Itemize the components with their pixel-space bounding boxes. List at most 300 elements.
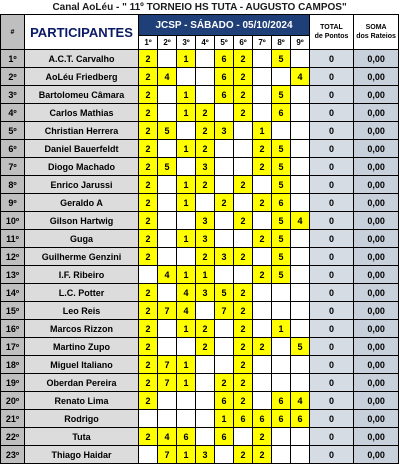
pick-cell-round-1: 2 [139, 356, 158, 374]
participant-name: Rodrigo [25, 410, 139, 428]
pick-cell-round-4: 3 [196, 446, 215, 464]
rateio-sum-cell: 0,00 [354, 338, 399, 356]
pick-cell-round-1: 2 [139, 230, 158, 248]
pick-cell-round-8: 1 [272, 320, 291, 338]
pick-cell-round-2 [158, 86, 177, 104]
pick-cell-round-8: 5 [272, 140, 291, 158]
pick-cell-round-2 [158, 140, 177, 158]
pick-cell-round-6: 2 [234, 392, 253, 410]
participants-header: PARTICIPANTES [25, 15, 139, 50]
pick-cell-round-1: 2 [139, 194, 158, 212]
pick-cell-round-2: 5 [158, 158, 177, 176]
pick-cell-round-5: 3 [215, 122, 234, 140]
rateio-sum-cell: 0,00 [354, 392, 399, 410]
pick-cell-round-2: 7 [158, 374, 177, 392]
total-points-cell: 0 [310, 158, 354, 176]
participant-name: Christian Herrera [25, 122, 139, 140]
total-points-cell: 0 [310, 194, 354, 212]
pick-cell-round-8 [272, 428, 291, 446]
pick-cell-round-2 [158, 392, 177, 410]
pick-cell-round-4 [196, 68, 215, 86]
position-cell: 12º [1, 248, 25, 266]
pick-cell-round-9 [291, 248, 310, 266]
pick-cell-round-2: 4 [158, 68, 177, 86]
participant-name: Marcos Rizzon [25, 320, 139, 338]
rateio-sum-cell: 0,00 [354, 140, 399, 158]
pick-cell-round-8 [272, 446, 291, 464]
total-points-cell: 0 [310, 446, 354, 464]
position-cell: 18º [1, 356, 25, 374]
pick-cell-round-1 [139, 266, 158, 284]
pick-cell-round-7 [253, 50, 272, 68]
pick-cell-round-7 [253, 392, 272, 410]
pick-cell-round-6: 2 [234, 284, 253, 302]
position-cell: 20º [1, 392, 25, 410]
pick-cell-round-8 [272, 122, 291, 140]
pick-cell-round-1: 2 [139, 140, 158, 158]
pick-cell-round-6 [234, 140, 253, 158]
pick-cell-round-6: 6 [234, 410, 253, 428]
pick-cell-round-5: 2 [215, 374, 234, 392]
rateio-sum-cell: 0,00 [354, 194, 399, 212]
pick-cell-round-6: 2 [234, 212, 253, 230]
total-points-cell: 0 [310, 374, 354, 392]
pick-cell-round-1: 2 [139, 392, 158, 410]
pick-cell-round-8: 6 [272, 410, 291, 428]
pick-cell-round-3 [177, 338, 196, 356]
participant-name: Carlos Mathias [25, 104, 139, 122]
pick-cell-round-5: 7 [215, 302, 234, 320]
pick-cell-round-3: 4 [177, 302, 196, 320]
pick-cell-round-7: 2 [253, 140, 272, 158]
pick-cell-round-3: 1 [177, 230, 196, 248]
pick-cell-round-4: 2 [196, 248, 215, 266]
rateio-sum-cell: 0,00 [354, 86, 399, 104]
pick-cell-round-1: 2 [139, 374, 158, 392]
table-row [1, 248, 399, 266]
pick-cell-round-1 [139, 446, 158, 464]
pick-cell-round-5 [215, 104, 234, 122]
pick-cell-round-6: 2 [234, 356, 253, 374]
pick-cell-round-4 [196, 374, 215, 392]
pick-cell-round-5 [215, 320, 234, 338]
pick-cell-round-4 [196, 356, 215, 374]
round-header-2: 2º [158, 36, 177, 50]
pick-cell-round-6: 2 [234, 338, 253, 356]
participant-name: Enrico Jarussi [25, 176, 139, 194]
position-cell: 13º [1, 266, 25, 284]
total-points-cell: 0 [310, 392, 354, 410]
pick-cell-round-7: 2 [253, 266, 272, 284]
participant-name: I.F. Ribeiro [25, 266, 139, 284]
pick-cell-round-1: 2 [139, 176, 158, 194]
pick-cell-round-2 [158, 338, 177, 356]
pick-cell-round-3 [177, 158, 196, 176]
rateio-sum-cell: 0,00 [354, 410, 399, 428]
rateio-sum-cell: 0,00 [354, 428, 399, 446]
participant-name: Guga [25, 230, 139, 248]
pick-cell-round-7: 1 [253, 122, 272, 140]
pick-cell-round-3: 1 [177, 320, 196, 338]
total-points-cell: 0 [310, 104, 354, 122]
pick-cell-round-1: 2 [139, 302, 158, 320]
pick-cell-round-8 [272, 338, 291, 356]
pick-cell-round-5 [215, 212, 234, 230]
pick-cell-round-6 [234, 158, 253, 176]
table-row [1, 194, 399, 212]
pick-cell-round-9 [291, 176, 310, 194]
pick-cell-round-5: 3 [215, 248, 234, 266]
pick-cell-round-6 [234, 230, 253, 248]
position-cell: 2º [1, 68, 25, 86]
pick-cell-round-2 [158, 194, 177, 212]
total-points-cell: 0 [310, 302, 354, 320]
table-row [1, 302, 399, 320]
pick-cell-round-2 [158, 230, 177, 248]
pick-cell-round-7 [253, 68, 272, 86]
pick-cell-round-3 [177, 122, 196, 140]
round-header-9: 9º [291, 36, 310, 50]
table-row [1, 86, 399, 104]
pick-cell-round-6: 2 [234, 50, 253, 68]
pick-cell-round-1: 2 [139, 320, 158, 338]
pick-cell-round-4: 2 [196, 104, 215, 122]
participant-name: Leo Reis [25, 302, 139, 320]
pick-cell-round-1: 2 [139, 212, 158, 230]
pick-cell-round-7: 2 [253, 338, 272, 356]
pick-cell-round-4 [196, 302, 215, 320]
participant-name: Tuta [25, 428, 139, 446]
pick-cell-round-7 [253, 356, 272, 374]
pick-cell-round-5 [215, 356, 234, 374]
total-points-cell: 0 [310, 320, 354, 338]
pick-cell-round-8: 5 [272, 266, 291, 284]
table-row [1, 140, 399, 158]
pick-cell-round-1: 2 [139, 122, 158, 140]
pick-cell-round-4 [196, 86, 215, 104]
rateio-sum-cell: 0,00 [354, 50, 399, 68]
round-header-5: 5º [215, 36, 234, 50]
pick-cell-round-5: 6 [215, 86, 234, 104]
pick-cell-round-3 [177, 392, 196, 410]
pick-cell-round-5 [215, 158, 234, 176]
rateio-sum-cell: 0,00 [354, 230, 399, 248]
total-header-line2: de Pontos [314, 33, 349, 40]
total-points-cell: 0 [310, 212, 354, 230]
pick-cell-round-9: 6 [291, 410, 310, 428]
event-header: JCSP - SÁBADO - 05/10/2024 [139, 15, 310, 36]
pick-cell-round-3 [177, 410, 196, 428]
pick-cell-round-2 [158, 284, 177, 302]
table-row [1, 410, 399, 428]
round-header-4: 4º [196, 36, 215, 50]
position-cell: 19º [1, 374, 25, 392]
pick-cell-round-3: 1 [177, 194, 196, 212]
pick-cell-round-3: 6 [177, 428, 196, 446]
total-points-cell: 0 [310, 248, 354, 266]
pick-cell-round-3: 1 [177, 356, 196, 374]
rateio-sum-cell: 0,00 [354, 320, 399, 338]
table-row [1, 320, 399, 338]
pick-cell-round-2: 7 [158, 302, 177, 320]
pick-cell-round-6 [234, 428, 253, 446]
table-row [1, 122, 399, 140]
pick-cell-round-7 [253, 212, 272, 230]
sheet-title: Canal AoLéu - " 11º TORNEIO HS TUTA - AUGUSTO CAMPOS" [1, 0, 399, 15]
table-row [1, 212, 399, 230]
table-row [1, 356, 399, 374]
pick-cell-round-6: 2 [234, 302, 253, 320]
participant-name: L.C. Potter [25, 284, 139, 302]
rateio-sum-cell: 0,00 [354, 176, 399, 194]
pick-cell-round-8: 5 [272, 86, 291, 104]
position-cell: 14º [1, 284, 25, 302]
pick-cell-round-4 [196, 392, 215, 410]
pick-cell-round-2: 4 [158, 428, 177, 446]
pick-cell-round-6: 2 [234, 248, 253, 266]
table-row [1, 392, 399, 410]
pick-cell-round-9 [291, 122, 310, 140]
pick-cell-round-3: 1 [177, 50, 196, 68]
pick-cell-round-2 [158, 410, 177, 428]
participant-name: Thiago Haidar [25, 446, 139, 464]
pick-cell-round-9: 4 [291, 392, 310, 410]
table-row [1, 230, 399, 248]
pick-cell-round-4 [196, 428, 215, 446]
pick-cell-round-7 [253, 302, 272, 320]
pick-cell-round-9 [291, 194, 310, 212]
pick-cell-round-8: 5 [272, 212, 291, 230]
pick-cell-round-9 [291, 428, 310, 446]
total-points-cell: 0 [310, 284, 354, 302]
rateio-sum-header [354, 15, 399, 50]
total-points-cell: 0 [310, 122, 354, 140]
pick-cell-round-7 [253, 374, 272, 392]
total-points-cell: 0 [310, 68, 354, 86]
pick-cell-round-8: 5 [272, 50, 291, 68]
table-row [1, 284, 399, 302]
participants-body [1, 50, 399, 464]
pick-cell-round-6: 2 [234, 446, 253, 464]
pick-cell-round-7 [253, 86, 272, 104]
table-row [1, 158, 399, 176]
pick-cell-round-7: 2 [253, 158, 272, 176]
pick-cell-round-5 [215, 176, 234, 194]
pick-cell-round-7: 2 [253, 446, 272, 464]
pick-cell-round-5: 1 [215, 410, 234, 428]
table-row [1, 104, 399, 122]
pick-cell-round-9 [291, 320, 310, 338]
table-row [1, 176, 399, 194]
pick-cell-round-5 [215, 230, 234, 248]
pick-cell-round-3: 1 [177, 374, 196, 392]
participant-name: Guilherme Genzini [25, 248, 139, 266]
pick-cell-round-9 [291, 158, 310, 176]
pick-cell-round-9 [291, 266, 310, 284]
pick-cell-round-9 [291, 104, 310, 122]
total-points-cell: 0 [310, 230, 354, 248]
pick-cell-round-6: 2 [234, 104, 253, 122]
pick-cell-round-1: 2 [139, 86, 158, 104]
total-points-cell: 0 [310, 428, 354, 446]
participant-name: Diogo Machado [25, 158, 139, 176]
pick-cell-round-5 [215, 338, 234, 356]
pick-cell-round-6: 2 [234, 320, 253, 338]
pick-cell-round-4 [196, 410, 215, 428]
pick-cell-round-6 [234, 194, 253, 212]
pick-cell-round-6: 2 [234, 176, 253, 194]
pick-cell-round-7: 6 [253, 410, 272, 428]
round-header-7: 7º [253, 36, 272, 50]
position-cell: 17º [1, 338, 25, 356]
position-cell: 23º [1, 446, 25, 464]
total-points-cell: 0 [310, 176, 354, 194]
total-points-cell: 0 [310, 338, 354, 356]
rateio-sum-cell: 0,00 [354, 446, 399, 464]
pick-cell-round-7 [253, 104, 272, 122]
pick-cell-round-9: 4 [291, 212, 310, 230]
pick-cell-round-3: 1 [177, 86, 196, 104]
participant-name: Oberdan Pereira [25, 374, 139, 392]
pick-cell-round-1: 2 [139, 104, 158, 122]
pick-cell-round-8 [272, 374, 291, 392]
pick-cell-round-8 [272, 68, 291, 86]
participant-name: Martino Zupo [25, 338, 139, 356]
table-row [1, 446, 399, 464]
pick-cell-round-8 [272, 284, 291, 302]
pick-cell-round-9: 4 [291, 68, 310, 86]
pick-cell-round-5: 2 [215, 194, 234, 212]
pick-cell-round-6 [234, 122, 253, 140]
rateio-sum-cell: 0,00 [354, 68, 399, 86]
pick-cell-round-8: 5 [272, 248, 291, 266]
pick-cell-round-4 [196, 194, 215, 212]
pick-cell-round-2 [158, 248, 177, 266]
pick-cell-round-7 [253, 320, 272, 338]
pick-cell-round-4: 3 [196, 158, 215, 176]
pick-cell-round-9 [291, 374, 310, 392]
pick-cell-round-4: 2 [196, 140, 215, 158]
total-points-cell: 0 [310, 356, 354, 374]
rateio-sum-cell: 0,00 [354, 122, 399, 140]
pick-cell-round-3 [177, 212, 196, 230]
pick-cell-round-4: 2 [196, 176, 215, 194]
round-header-6: 6º [234, 36, 253, 50]
pick-cell-round-7 [253, 176, 272, 194]
total-points-cell: 0 [310, 86, 354, 104]
rateio-sum-cell: 0,00 [354, 212, 399, 230]
participant-name: AoLéu Friedberg [25, 68, 139, 86]
pick-cell-round-1: 2 [139, 338, 158, 356]
pick-cell-round-2: 7 [158, 446, 177, 464]
pick-cell-round-8: 6 [272, 104, 291, 122]
table-row [1, 50, 399, 68]
pick-cell-round-3: 1 [177, 446, 196, 464]
soma-header-line1: SOMA [365, 24, 387, 31]
rateio-sum-cell: 0,00 [354, 374, 399, 392]
pick-cell-round-7: 2 [253, 194, 272, 212]
position-cell: 6º [1, 140, 25, 158]
pick-cell-round-9 [291, 50, 310, 68]
pick-cell-round-8 [272, 302, 291, 320]
pick-cell-round-8: 6 [272, 392, 291, 410]
soma-header-line2: dos Rateios [356, 33, 396, 40]
total-points-cell: 0 [310, 140, 354, 158]
pick-cell-round-2: 7 [158, 356, 177, 374]
pick-cell-round-5 [215, 446, 234, 464]
total-points-cell: 0 [310, 410, 354, 428]
position-cell: 11º [1, 230, 25, 248]
position-cell: 21º [1, 410, 25, 428]
total-points-cell: 0 [310, 50, 354, 68]
pick-cell-round-1: 2 [139, 50, 158, 68]
rateio-sum-cell: 0,00 [354, 158, 399, 176]
position-cell: 9º [1, 194, 25, 212]
table-row [1, 428, 399, 446]
position-cell: 5º [1, 122, 25, 140]
pick-cell-round-1: 2 [139, 248, 158, 266]
pick-cell-round-6: 2 [234, 86, 253, 104]
round-header-1: 1º [139, 36, 158, 50]
rateio-sum-cell: 0,00 [354, 284, 399, 302]
table-row [1, 266, 399, 284]
position-cell: 22º [1, 428, 25, 446]
pick-cell-round-1: 2 [139, 158, 158, 176]
pick-cell-round-2 [158, 50, 177, 68]
table-row [1, 374, 399, 392]
round-header-3: 3º [177, 36, 196, 50]
position-cell: 10º [1, 212, 25, 230]
position-cell: 4º [1, 104, 25, 122]
pick-cell-round-9 [291, 140, 310, 158]
rateio-sum-cell: 0,00 [354, 356, 399, 374]
participant-name: Daniel Bauerfeldt [25, 140, 139, 158]
pick-cell-round-6: 2 [234, 374, 253, 392]
pick-cell-round-4: 2 [196, 338, 215, 356]
participant-name: Bartolomeu Câmara [25, 86, 139, 104]
pick-cell-round-9 [291, 446, 310, 464]
pick-cell-round-8 [272, 356, 291, 374]
pick-cell-round-4: 3 [196, 212, 215, 230]
rateio-sum-cell: 0,00 [354, 302, 399, 320]
pick-cell-round-5: 6 [215, 50, 234, 68]
total-points-cell: 0 [310, 266, 354, 284]
pick-cell-round-3 [177, 68, 196, 86]
pick-cell-round-4: 2 [196, 122, 215, 140]
pick-cell-round-4: 3 [196, 284, 215, 302]
position-cell: 7º [1, 158, 25, 176]
pick-cell-round-7 [253, 284, 272, 302]
pick-cell-round-2 [158, 320, 177, 338]
pick-cell-round-2: 4 [158, 266, 177, 284]
pick-cell-round-2: 5 [158, 122, 177, 140]
pick-cell-round-3: 1 [177, 266, 196, 284]
pick-cell-round-3: 1 [177, 104, 196, 122]
pick-cell-round-4: 1 [196, 266, 215, 284]
participant-name: Renato Lima [25, 392, 139, 410]
table-row [1, 338, 399, 356]
participant-name: Miguel Italiano [25, 356, 139, 374]
pick-cell-round-1 [139, 410, 158, 428]
position-header: # [1, 15, 25, 50]
pick-cell-round-8: 6 [272, 194, 291, 212]
pick-cell-round-3 [177, 248, 196, 266]
pick-cell-round-5: 6 [215, 392, 234, 410]
pick-cell-round-3: 4 [177, 284, 196, 302]
pick-cell-round-4 [196, 50, 215, 68]
pick-cell-round-3: 1 [177, 140, 196, 158]
position-cell: 3º [1, 86, 25, 104]
